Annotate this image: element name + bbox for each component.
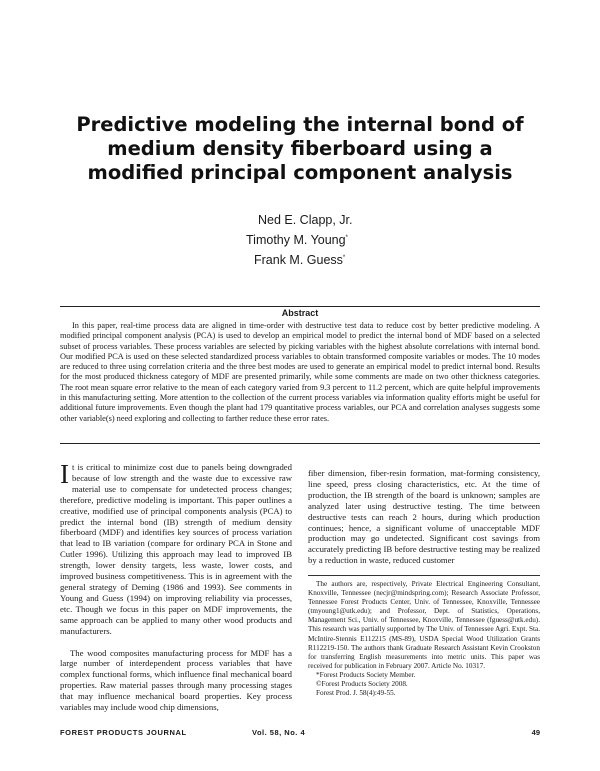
author-footnote	[308, 580, 540, 698]
abstract-text: In this paper, real-time process data are aligned in time-order with destructive test data to reduce cost by better predictive modeling. A modified principal component analysis (PCA) is used to develop an empirical model to predict the internal bond of MDF based on a selected subset of process variables. These process variables are selected by picking variables with the highest absolute correlations with internal bond. Our modified PCA is used on these selected standardized process variables to obtain transformed composite variables or modes. The 10 modes are reduced to three using correlation criteria and the three best modes are used to generate an empirical model to predict internal bond. Results for the most produced thickness category of MDF are presented primarily, while some comments are made on two other thickness categories. The root mean square error relative to the mean of each category varied from 9.3 percent to 11.2 percent, which are quite helpful improvements in this manufacturing setting. More attention to the collection of the current process variables via information quality efforts might be useful for additional future improvements. Even though the plant had 179 quantitative process variables, our PCA and correlation analyses suggests some other variable(s) need exploring and collecting to farther reduce these error rates.	[60, 321, 540, 423]
abstract-top-rule	[60, 306, 540, 307]
body-paragraph	[60, 459, 292, 637]
body-column-right	[308, 468, 540, 566]
drop-cap: I	[60, 459, 69, 489]
page-number: 49	[531, 728, 540, 737]
footnote-member: *Forest Products Society Member.	[316, 670, 416, 679]
footnote-rule	[308, 575, 540, 576]
author-name: Frank M. Guess	[254, 253, 343, 267]
author-1	[258, 213, 353, 227]
page-footer	[60, 728, 540, 740]
intro-text: t is critical to minimize cost due to panels being downgraded because of low strength and the waste due to excessive raw material use to compensate for undetected process changes; therefore, predictive modeling is important. This paper outlines a creative, modified use of principal components analysis (PCA) to predict the internal bond (IB) strength of medium density fiberboard (MDF) and identifies key sources of process variation that lead to IB variation (compare for ordinary PCA in Stone and Cutler 1996). Utilizing this approach may lead to improved IB strength, lower density targets, less waste, lower costs, and improved business competitiveness. This is in agreement with the general strategy of Deming (1986 and 1993). See comments in Young and Guess (1994) on improving reliability via processes, etc. Though we focus in this paper on MDF improvements, the same approach can be applied to many other wood products and manufacturers.	[60, 462, 292, 636]
author-2	[246, 233, 348, 247]
footnote-affiliations: The authors are, respectively, Private Electrical Engineering Consultant, Knoxville, Tennessee (necjr@mindspring.com); Research Associate Professor, Tennessee Forest Products Center, Univ. of Tennessee, Knoxville, Tennessee (tmyoung1@utk.edu); and Professor, Dept. of Statistics, Operations, Management Sci., Univ. of Tennessee, Knoxville, Tennessee (fguess@utk.edu). This research was partially supported by The Univ. of Tennessee Agri. Expt. Sta. McIntire-Stennis E112215 (MS-89), USDA Special Wood Utilization Grants R112219-150. The authors thank Graduate Research Assistant Kevin Crookston for transferring English measurements into metric units. This paper was received for publication in February 2007. Article No. 10317.	[308, 580, 540, 670]
footnote-copyright: ©Forest Products Society 2008.	[316, 680, 408, 689]
member-mark: *	[342, 255, 346, 261]
body-column-left	[60, 459, 292, 713]
body-paragraph: fiber dimension, fiber-resin formation, mat-forming consistency, line speed, press closing characteristics, etc. At the time of production, the IB strength of the board is unknown; samples are analyzed later using destructive testing. The time between destructive tests can reach 2 hours, during which production continues; hence, a significant volume of unacceptable MDF production may go undetected. Significant cost savings from accurately predicting IB before destructive testing may be realized by a reduction in waste, reduced customer	[308, 468, 540, 566]
body-paragraph: The wood composites manufacturing process for MDF has a large number of interdependent process variables that have complex functional forms, which influence final mechanical board properties. Raw material passes through many processing stages that may influence mechanical board properties. Key process variables may include wood chip dimensions,	[60, 647, 292, 713]
author-3	[254, 253, 345, 267]
member-mark: *	[345, 235, 348, 241]
journal-name: FOREST PRODUCTS JOURNAL	[60, 728, 187, 737]
article-title: Predictive modeling the internal bond of medium density fiberboard using a modified principal component analysis	[76, 113, 524, 185]
author-name: Ned E. Clapp, Jr.	[258, 213, 353, 227]
abstract-heading: Abstract	[281, 308, 319, 318]
footnote-citation: Forest Prod. J. 58(4):49-55.	[316, 689, 396, 698]
abstract-bottom-rule	[60, 443, 540, 444]
author-name: Timothy M. Young	[246, 233, 346, 247]
volume-issue: Vol. 58, No. 4	[252, 728, 306, 737]
